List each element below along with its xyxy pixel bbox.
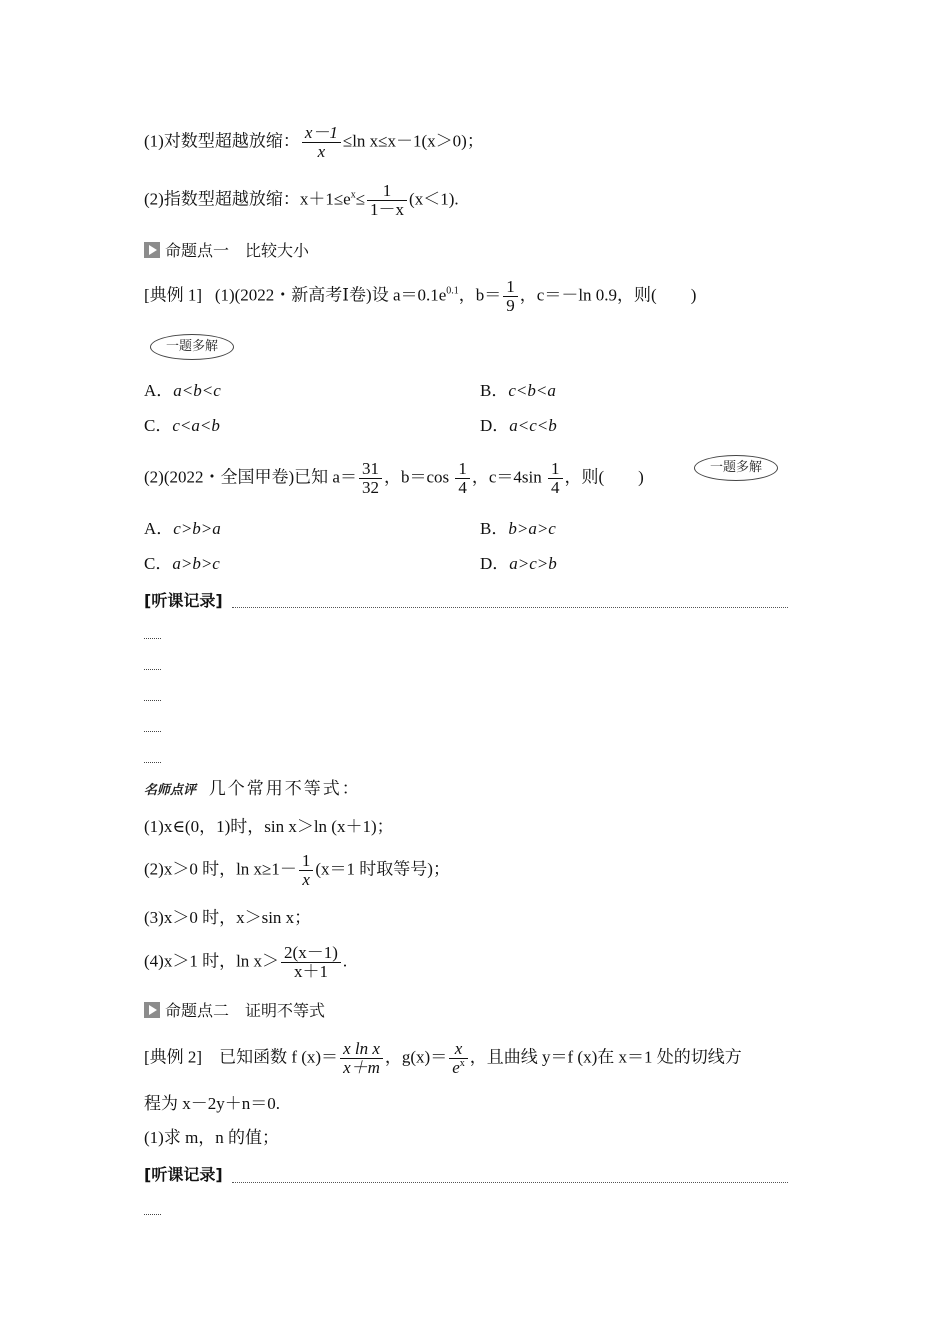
fraction: $\frac{1}{4}$ xyxy=(548,460,563,497)
example-2-line-1: [典例 2] 已知函数 f (x)＝ $\frac{\text{x ln x}}{x+m}$ ，g(x)＝ $\frac{x}{e^x}$ ，且曲线 y＝f (x)在 x＝1 处的切线方 xyxy=(144,1039,742,1077)
example-2-line-2: 程为 x－2y＋n＝0. xyxy=(144,1094,280,1113)
example-1-part-1: [典例 1] (1)(2022・新高考Ⅰ卷)设 $a=0.1e^{0.1}$，b＝ $\frac{1}{9}$ ，c＝－ln 0.9，则( ) xyxy=(144,277,697,315)
fraction: $\frac{\text{x ln x}}{x+m}$ xyxy=(340,1040,383,1077)
fraction: $\frac{1}{x}$ xyxy=(299,852,314,889)
option-b: B．c<b<a xyxy=(480,381,556,400)
fraction: $\frac{1}{4}$ xyxy=(455,460,470,497)
play-triangle-icon xyxy=(144,242,160,258)
notes-dot xyxy=(144,1214,161,1215)
notes-dot xyxy=(144,762,161,763)
fraction: $\frac{31}{32}$ xyxy=(359,460,382,497)
option-c-2: C．a>b>c xyxy=(144,554,220,573)
commentary-item-1: (1)x∈(0，1)时，sin x＞ln (x＋1)； xyxy=(144,817,394,836)
notes-line xyxy=(232,1182,788,1183)
fraction: $\frac{2(x-1)}{x+1}$ xyxy=(281,944,341,981)
fraction: $\frac{x-1}{x}$ xyxy=(302,124,341,161)
notes-dot xyxy=(144,669,161,670)
notes-line xyxy=(232,607,788,608)
option-d-2: D．a>c>b xyxy=(480,554,557,573)
multi-solution-bubble: 一题多解 xyxy=(150,334,234,360)
option-a-2: A．c>b>a xyxy=(144,519,221,538)
intro-line-1: (1)对数型超越放缩： $\frac{x-1}{x}$ ≤ln x≤x－1(x＞0)； xyxy=(144,123,484,161)
commentary-item-2: (2)x＞0 时，ln x≥1－ $\frac{1}{x}$ (x＝1 时取等号)； xyxy=(144,851,450,889)
intro-line-2: (2)指数型超越放缩：$x+1\le e^x\le$ $\frac{1}{1-x}$ (x＜1). xyxy=(144,181,459,219)
option-d: D．a<c<b xyxy=(480,416,557,435)
option-c: C．c<a<b xyxy=(144,416,220,435)
notes-dot xyxy=(144,731,161,732)
fraction: $\frac{1}{9}$ xyxy=(503,278,518,315)
commentary-heading: 名师点评 几个常用不等式： xyxy=(144,779,361,798)
example-2-question-1: (1)求 m，n 的值； xyxy=(144,1128,280,1147)
option-b-2: B．b>a>c xyxy=(480,519,556,538)
notes-dot xyxy=(144,700,161,701)
fraction: $\frac{x}{e^x}$ xyxy=(449,1040,468,1077)
lecture-notes-label: [听课记录] xyxy=(144,591,223,610)
commentary-item-3: (3)x＞0 时，x＞sin x； xyxy=(144,908,312,927)
commentary-item-4: (4)x＞1 时，ln x＞ $\frac{2(x-1)}{x+1}$ . xyxy=(144,943,348,981)
multi-solution-bubble-2: 一题多解 xyxy=(694,455,778,481)
teacher-comment-badge: 名师点评 xyxy=(144,783,197,798)
option-a: A．a<b<c xyxy=(144,381,221,400)
fraction: $\frac{1}{1-x}$ xyxy=(367,182,407,219)
example-1-part-2: (2)(2022・全国甲卷)已知 a＝ $\frac{31}{32}$ ，b＝cos $\frac{1}{4}$ ，c＝4sin $\frac{1}{4}$ ，则( ) xyxy=(144,459,644,497)
lecture-notes-label-2: [听课记录] xyxy=(144,1165,223,1184)
section-2-heading: 命题点二 证明不等式 xyxy=(144,1000,325,1022)
notes-dot xyxy=(144,638,161,639)
play-triangle-icon xyxy=(144,1002,160,1018)
section-1-heading: 命题点一 比较大小 xyxy=(144,240,309,262)
